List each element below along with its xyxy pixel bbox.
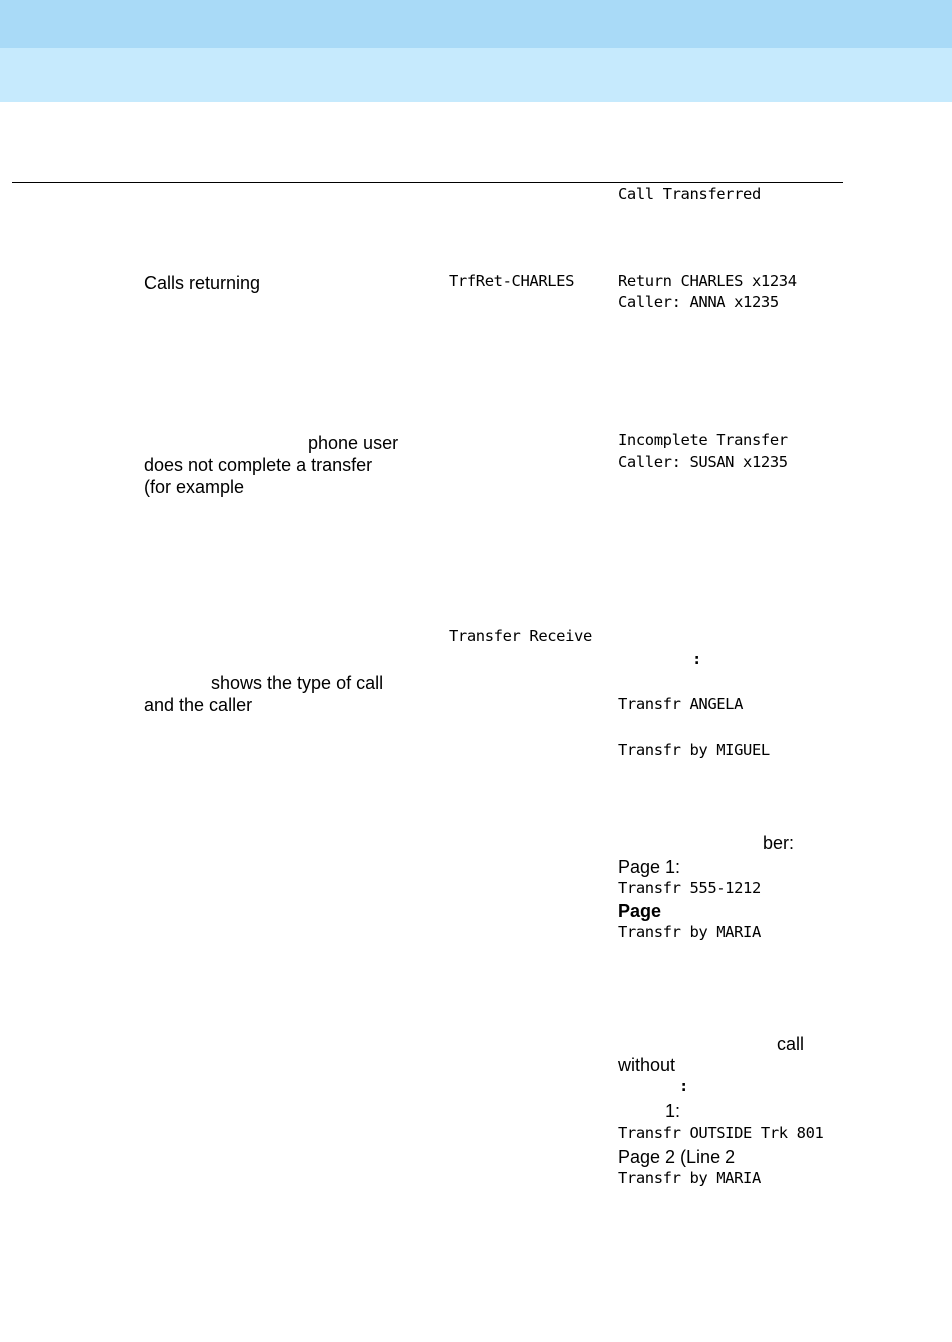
display-transfr-outside-trk: Transfr OUTSIDE Trk 801: [618, 1124, 824, 1142]
description-incomplete-line3: (for example: [144, 477, 245, 497]
example-page2-label: Page 2 (Line 2: [618, 1147, 736, 1167]
display-return-line1: Return CHARLES x1234: [618, 272, 797, 290]
example-page1-label: Page 1:: [618, 857, 681, 877]
example-line1-label: 1:: [665, 1101, 681, 1121]
display-incomplete-line1: Incomplete Transfer: [618, 431, 788, 449]
description-transfer-line2: and the caller: [144, 695, 253, 715]
section-divider: [12, 182, 843, 183]
display-label-transfer-receive: Transfer Receive: [449, 627, 592, 645]
display-incomplete-line2: Caller: SUSAN x1235: [618, 453, 788, 471]
example-without-text: without: [618, 1055, 676, 1075]
display-transfr-by-maria-1: Transfr by MARIA: [618, 923, 761, 941]
display-label-trfret: TrfRet-CHARLES: [449, 272, 575, 290]
description-calls-returning: Calls returning: [144, 273, 261, 293]
display-transfr-number: Transfr 555-1212: [618, 879, 761, 897]
description-incomplete-line1: phone user: [308, 433, 399, 453]
example-number-text: ber:: [763, 833, 795, 853]
example-page-bold: Page: [618, 901, 662, 921]
example-colon-2: :: [679, 1077, 688, 1095]
display-return-line2: Caller: ANNA x1235: [618, 293, 779, 311]
display-transfr-by-miguel: Transfr by MIGUEL: [618, 741, 770, 759]
display-transfr-angela: Transfr ANGELA: [618, 695, 744, 713]
display-call-transferred: Call Transferred: [618, 185, 761, 203]
header-band-bottom: [0, 48, 952, 102]
display-transfr-by-maria-2: Transfr by MARIA: [618, 1169, 761, 1187]
example-call-text: call: [777, 1034, 805, 1054]
description-incomplete-line2: does not complete a transfer: [144, 455, 373, 475]
description-transfer-line1: shows the type of call: [211, 673, 384, 693]
example-colon: :: [692, 650, 701, 668]
header-band-top: [0, 0, 952, 48]
